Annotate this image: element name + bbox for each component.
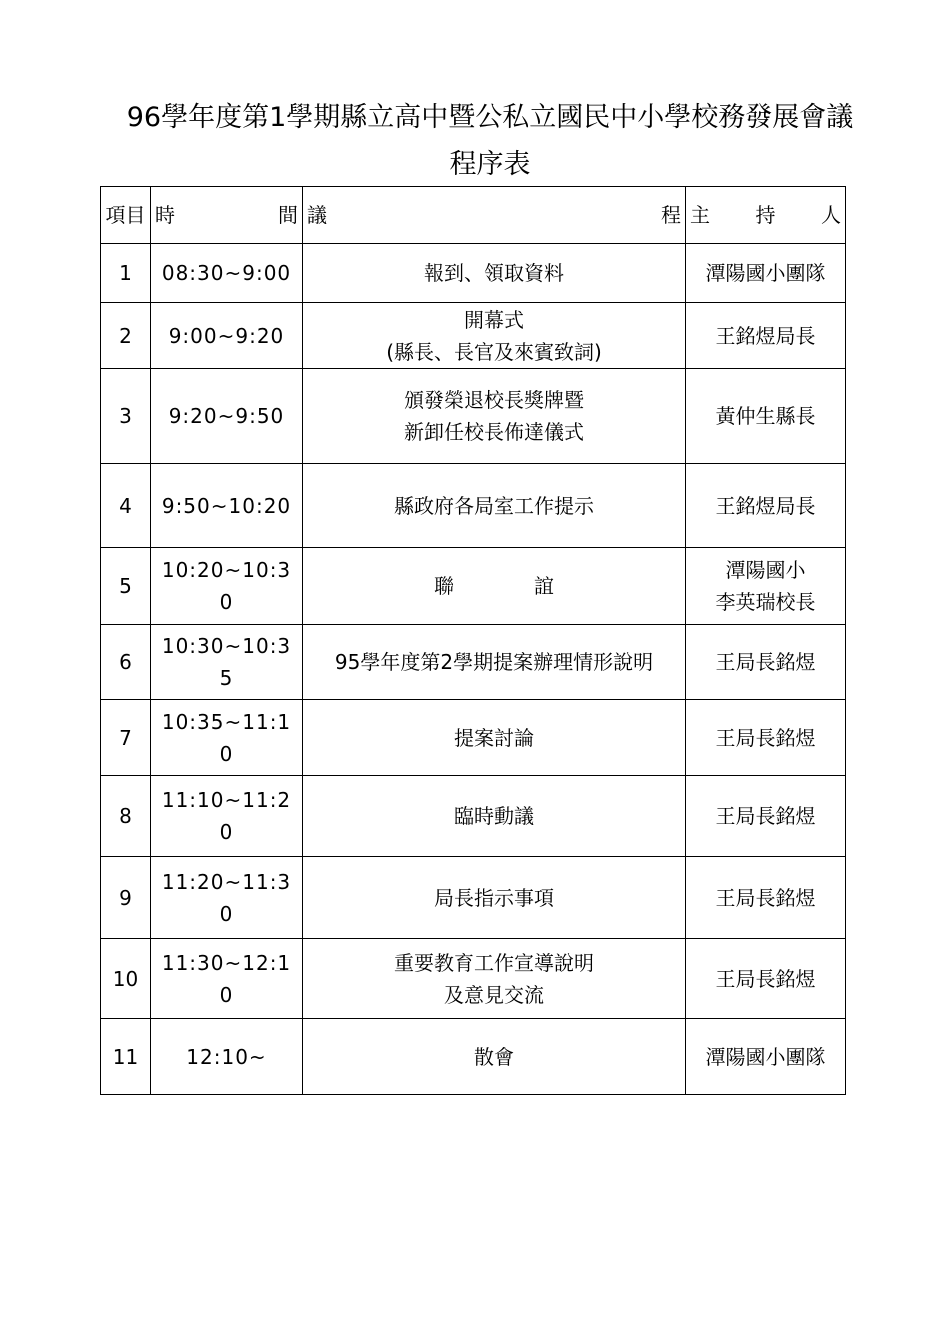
- row-time: 10:20~10:30: [151, 548, 303, 625]
- agenda-line: 重要教育工作宣導說明: [394, 950, 594, 975]
- row-time: 10:35~11:10: [151, 700, 303, 776]
- row-agenda: [303, 464, 686, 548]
- host-line: 黃仲生縣長: [715, 404, 816, 428]
- row-host: [686, 464, 846, 548]
- row-time: 11:10~11:20: [151, 776, 303, 857]
- host-line: 潭陽國小團隊: [705, 1044, 826, 1069]
- row-item-number: 1: [101, 244, 151, 303]
- row-agenda: [303, 303, 686, 369]
- table-row: [101, 939, 846, 1019]
- document-title: 96學年度第1學期縣立高中暨公私立國民中小學校務發展會議: [126, 102, 854, 133]
- table-row: [101, 369, 846, 464]
- agenda-line: 新卸任校長佈達儀式: [404, 420, 584, 444]
- header-host-label: 主 持 人: [690, 203, 841, 227]
- row-host: [686, 303, 846, 369]
- row-agenda: [303, 857, 686, 939]
- agenda-line: 頒發榮退校長獎牌暨: [404, 388, 584, 412]
- header-host: [686, 187, 846, 244]
- row-agenda: [303, 700, 686, 776]
- agenda-line: 聯 誼: [434, 574, 554, 598]
- row-host: [686, 548, 846, 625]
- row-item-number: 2: [101, 303, 151, 369]
- header-time: [151, 187, 303, 244]
- agenda-line: 局長指示事項: [434, 885, 554, 910]
- agenda-line: 開幕式: [464, 307, 524, 332]
- host-line: 王局長銘煜: [715, 966, 816, 991]
- row-agenda: [303, 548, 686, 625]
- row-agenda: [303, 244, 686, 303]
- header-agenda: [303, 187, 686, 244]
- row-host: [686, 776, 846, 857]
- header-item: [101, 187, 151, 244]
- row-item-number: 4: [101, 464, 151, 548]
- row-time: 08:30~9:00: [151, 244, 303, 303]
- row-item-number: 9: [101, 857, 151, 939]
- row-agenda: [303, 369, 686, 464]
- row-host: [686, 369, 846, 464]
- table-row: [101, 548, 846, 625]
- row-time: 11:20~11:30: [151, 857, 303, 939]
- row-item-number: 8: [101, 776, 151, 857]
- table-row: [101, 303, 846, 369]
- host-line: 潭陽國小團隊: [705, 261, 826, 285]
- table-row: [101, 776, 846, 857]
- host-line: 王銘煜局長: [715, 493, 816, 518]
- row-item-number: 3: [101, 369, 151, 464]
- document-subtitle: 程序表: [449, 149, 531, 180]
- agenda-line: 臨時動議: [454, 804, 534, 828]
- table-row: [101, 464, 846, 548]
- host-line: 潭陽國小: [725, 558, 806, 582]
- row-item-number: 6: [101, 625, 151, 700]
- schedule-body: [101, 187, 846, 1095]
- row-agenda: [303, 939, 686, 1019]
- row-agenda: [303, 776, 686, 857]
- row-item-number: 10: [101, 939, 151, 1019]
- row-host: [686, 857, 846, 939]
- header-item-label: 項目: [105, 203, 146, 227]
- row-item-number: 7: [101, 700, 151, 776]
- header-agenda-label: 議 程: [307, 203, 681, 227]
- host-line: 王局長銘煜: [715, 650, 816, 674]
- row-time: 12:10~: [151, 1019, 303, 1095]
- agenda-line: (縣長、長官及來賓致詞): [386, 339, 602, 364]
- table-row: [101, 625, 846, 700]
- row-time: 9:00~9:20: [151, 303, 303, 369]
- row-agenda: [303, 625, 686, 700]
- row-host: [686, 1019, 846, 1095]
- host-line: 王局長銘煜: [715, 725, 816, 750]
- table-row: [101, 1019, 846, 1095]
- row-time: 9:50~10:20: [151, 464, 303, 548]
- agenda-line: 縣政府各局室工作提示: [394, 493, 594, 518]
- agenda-line: 及意見交流: [444, 982, 544, 1007]
- header-time-label: 時 間: [155, 203, 298, 227]
- agenda-line: 報到、領取資料: [424, 261, 564, 285]
- host-line: 王局長銘煜: [715, 804, 816, 828]
- row-host: [686, 244, 846, 303]
- row-time: 11:30~12:10: [151, 939, 303, 1019]
- host-line: 王局長銘煜: [715, 885, 816, 910]
- row-host: [686, 939, 846, 1019]
- row-time: 9:20~9:50: [151, 369, 303, 464]
- table-row: [101, 244, 846, 303]
- schedule-table: [100, 186, 846, 1095]
- row-host: [686, 700, 846, 776]
- row-agenda: [303, 1019, 686, 1095]
- header-row: [101, 187, 846, 244]
- host-line: 李英瑞校長: [715, 590, 816, 614]
- host-line: 王銘煜局長: [715, 323, 816, 348]
- agenda-line: 提案討論: [454, 725, 534, 750]
- row-host: [686, 625, 846, 700]
- row-item-number: 11: [101, 1019, 151, 1095]
- agenda-line: 散會: [474, 1044, 514, 1069]
- agenda-line: 95學年度第2學期提案辦理情形說明: [334, 650, 654, 674]
- table-row: [101, 700, 846, 776]
- table-row: [101, 857, 846, 939]
- row-time: 10:30~10:35: [151, 625, 303, 700]
- row-item-number: 5: [101, 548, 151, 625]
